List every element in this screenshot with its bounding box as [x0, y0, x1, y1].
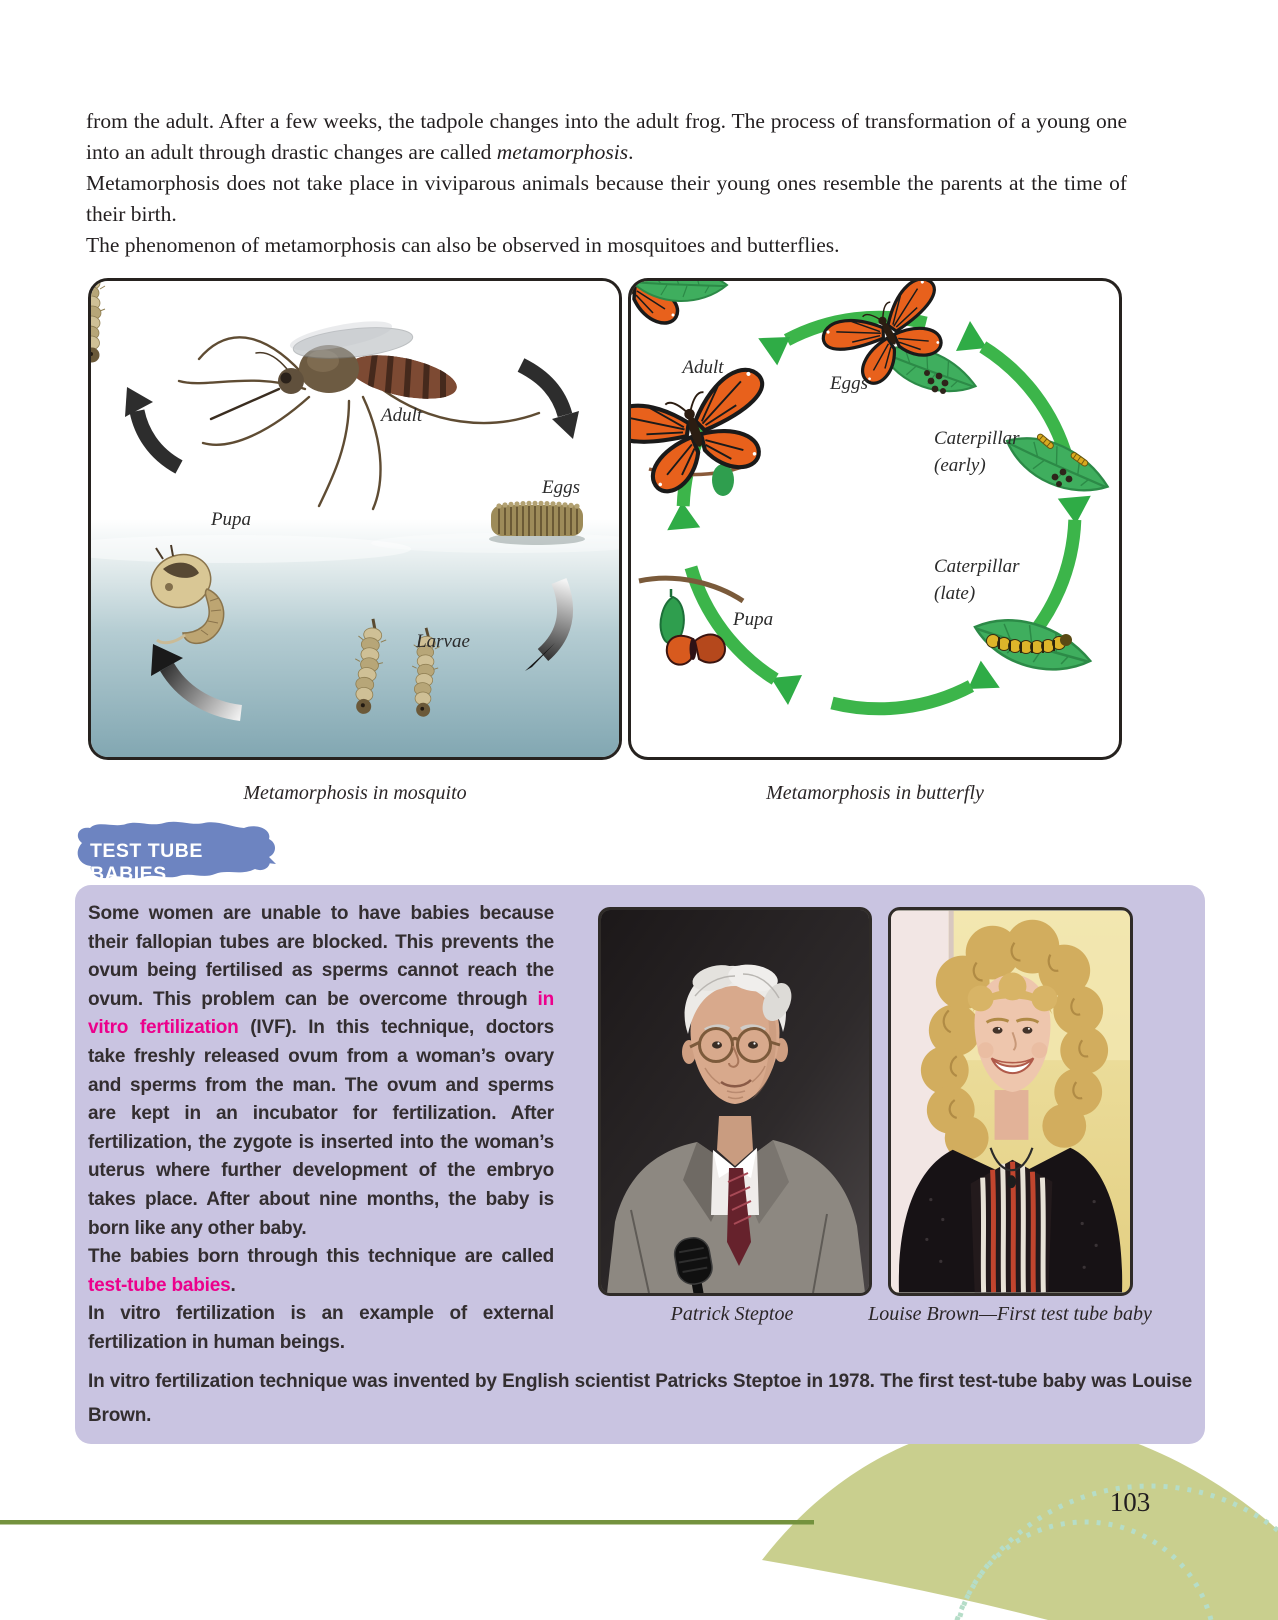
- test-tube-babies-banner: [70, 818, 285, 886]
- page-number: 103: [1109, 1487, 1151, 1517]
- intro-text-block: [86, 106, 1127, 261]
- intro-paragraph-3: The phenomenon of metamorphosis can also be observed in mosquitoes and butterflies.: [86, 233, 840, 257]
- ivf-paragraph-1: Some women are unable to have babies because their fallopian tubes are blocked. This prevents the ovum being fertilised as sperms cannot reach the ovum. This problem can be overcome through in vitro fertilization (IVF). In this technique, doctors take freshly released ovum from a woman’s ovary and sperms from the man. The ovum and sperms are kept in an incubator for fertilization. After fertilization, the zygote is inserted into the woman’s uterus where further development of the embryo takes place. After about nine months, the baby is born like any other baby.: [88, 903, 554, 1239]
- mosquito-eggs-label: Eggs: [542, 477, 580, 498]
- highlight-in-vitro-fertilization: in vitro fertilization: [88, 988, 554, 1039]
- louise-brown-photo: [888, 907, 1133, 1296]
- intro-paragraph-2: Metamorphosis does not take place in viviparous animals because their young ones resemble the parents at the time of their birth.: [86, 171, 1127, 226]
- mosquito-pupa-label: Pupa: [210, 509, 252, 530]
- caterpillar-late-label-line1: Caterpillar: [934, 556, 1020, 577]
- butterfly-adult-stage: [631, 365, 785, 503]
- louise-brown-portrait: [891, 910, 1130, 1293]
- test-tube-babies-infobox: [75, 885, 1205, 1444]
- caterpillar-late-label-line2: (late): [934, 583, 976, 604]
- ivf-text-column: [88, 900, 554, 1358]
- mosquito-adult-label: Adult: [381, 405, 423, 426]
- test-tube-babies-heading: TEST TUBE BABIES: [90, 840, 203, 885]
- brown-photo-caption: Louise Brown—First test tube baby: [868, 1303, 1152, 1325]
- mosquito-larvae-label: Larvae: [416, 631, 470, 652]
- butterfly-lifecycle-illustration: [631, 281, 1119, 757]
- caterpillar-early-label-line2: (early): [934, 455, 986, 476]
- steptoe-photo-caption: Patrick Steptoe: [670, 1303, 794, 1325]
- mosquito-lifecycle-illustration: [91, 281, 619, 757]
- caterpillar-late-stage: [969, 610, 1096, 680]
- mosquito-lifecycle-figure: [88, 278, 622, 760]
- butterfly-pupa-stage: [639, 578, 743, 664]
- mosquito-eggs-art: [489, 501, 585, 545]
- footer-rule-line: [0, 1520, 814, 1525]
- intro-paragraph-1: from the adult. After a few weeks, the tadpole changes into the adult frog. The process of transformation of a young one into an adult through drastic changes are called metamorphosis.: [86, 109, 1127, 164]
- highlight-test-tube-babies: test-tube babies: [88, 1274, 231, 1296]
- butterfly-adult-label: Adult: [682, 357, 724, 378]
- ivf-paragraph-4: In vitro fertilization technique was invented by English scientist Patricks Steptoe in 1978. The first test-tube baby was Louise Brown.: [88, 1371, 1192, 1426]
- patrick-steptoe-portrait: [601, 910, 869, 1293]
- caterpillar-early-label-line1: Caterpillar: [934, 428, 1020, 449]
- ivf-paragraph-3: In vitro fertilization is an example of external fertilization in human beings.: [88, 1303, 554, 1353]
- butterfly-pupa-label: Pupa: [733, 609, 774, 630]
- olive-swoosh-shape: [762, 1420, 1278, 1620]
- mosquito-figure-caption: Metamorphosis in mosquito: [243, 782, 467, 804]
- italic-term-metamorphosis: metamorphosis: [496, 140, 629, 164]
- ivf-paragraph-2: The babies born through this technique are called test-tube babies.: [88, 1246, 554, 1296]
- butterfly-lifecycle-figure: [628, 278, 1122, 760]
- patrick-steptoe-photo: [598, 907, 872, 1296]
- butterfly-eggs-label: Eggs: [830, 373, 868, 394]
- butterfly-figure-caption: Metamorphosis in butterfly: [766, 782, 984, 804]
